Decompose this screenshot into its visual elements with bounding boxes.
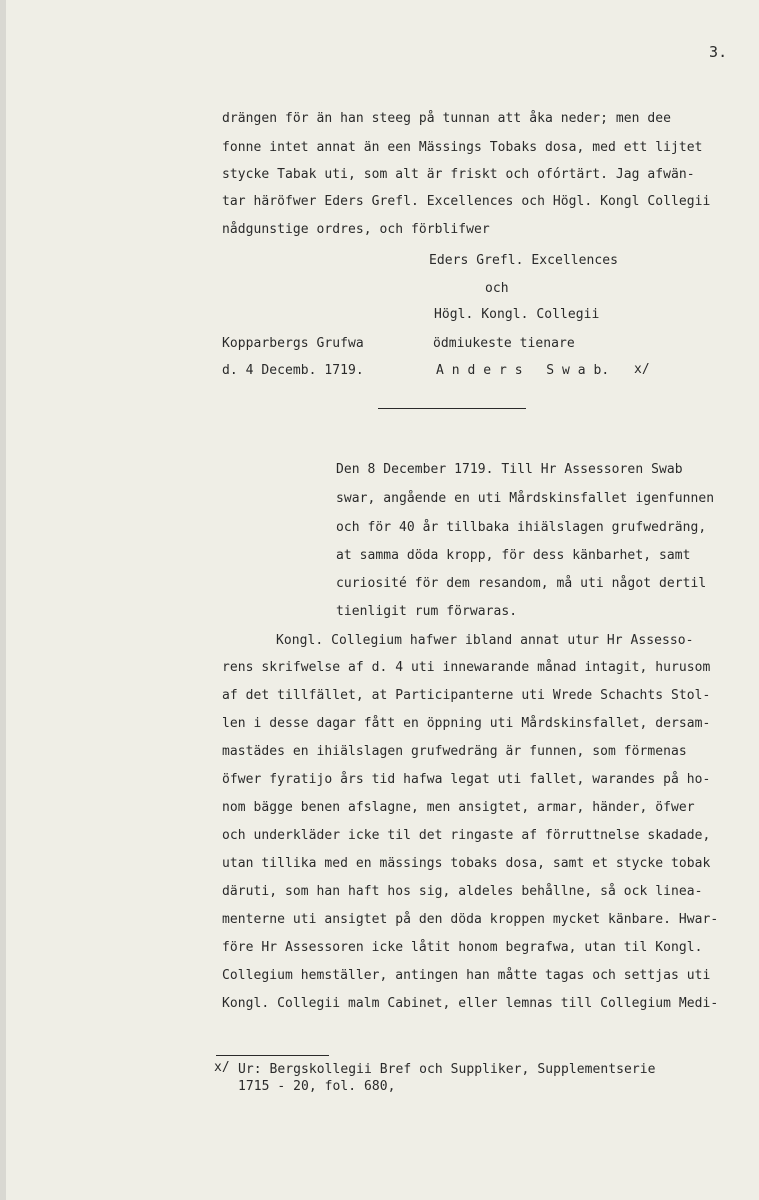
text-line: tar häröfwer Eders Grefl. Excellences och Högl. Kongl Collegii	[222, 194, 711, 209]
summary-line: at samma döda kropp, för dess känbarhet, samt	[336, 548, 691, 563]
footnote-line: Ur: Bergskollegii Bref och Suppliker, Supplementserie	[238, 1062, 656, 1077]
text-line: fonne intet annat än een Mässings Tobaks dosa, med ett lijtet	[222, 140, 703, 155]
closing-humble: ödmiukeste tienare	[433, 336, 575, 351]
text-line: stycke Tabak uti, som alt är friskt och ofόrtärt. Jag afwän-	[222, 167, 695, 182]
text-line: och underkläder icke til det ringaste af förruttnelse skadade,	[222, 828, 711, 843]
section-divider	[378, 408, 526, 409]
closing-conjunction: och	[485, 281, 509, 296]
text-line: len i desse dagar fått en öppning uti Mårdskinsfallet, dersam-	[222, 716, 711, 731]
text-line: Collegium hemställer, antingen han måtte tagas och settjas uti	[222, 968, 711, 983]
date: d. 4 Decemb. 1719.	[222, 363, 364, 378]
text-line: nom bägge benen afslagne, men ansigtet, armar, händer, öfwer	[222, 800, 695, 815]
text-line: drängen för än han steeg på tunnan att åka neder; men dee	[222, 111, 671, 126]
text-line: af det tillfället, at Participanterne uti Wrede Schachts Stol-	[222, 688, 711, 703]
text-line: öfwer fyratijo års tid hafwa legat uti fallet, warandes på ho-	[222, 772, 711, 787]
summary-line: Den 8 December 1719. Till Hr Assessoren Swab	[336, 462, 683, 477]
footnote-line: 1715 - 20, fol. 680,	[238, 1079, 396, 1094]
text-line: menterne uti ansigtet på den döda kroppen mycket känbare. Hwar-	[222, 912, 719, 927]
closing-recipient-1: Eders Grefl. Excellences	[429, 253, 619, 268]
summary-line: curiosité för dem resandom, må uti något dertil	[336, 576, 707, 591]
text-line: Kongl. Collegium hafwer ibland annat utur Hr Assesso-	[276, 633, 694, 648]
footnote-marker: x/	[634, 362, 650, 377]
place: Kopparbergs Grufwa	[222, 336, 364, 351]
text-line: nådgunstige ordres, och förblifwer	[222, 222, 490, 237]
page-number: 3.	[709, 43, 728, 61]
footnote-marker: x/	[214, 1060, 230, 1075]
text-line: före Hr Assessoren icke låtit honom begrafwa, utan til Kongl.	[222, 940, 703, 955]
summary-line: swar, angående en uti Mårdskinsfallet igenfunnen	[336, 491, 715, 506]
closing-recipient-2: Högl. Kongl. Collegii	[434, 307, 600, 322]
footnote-rule	[216, 1055, 329, 1056]
text-line: däruti, som han haft hos sig, aldeles behållne, så ock linea-	[222, 884, 703, 899]
text-line: Kongl. Collegii malm Cabinet, eller lemnas till Collegium Medi-	[222, 996, 719, 1011]
text-line: rens skrifwelse af d. 4 uti innewarande månad intagit, hurusom	[222, 660, 711, 675]
summary-line: tienligit rum förwaras.	[336, 604, 518, 619]
text-line: mastädes en ihiälslagen grufwedräng är funnen, som förmenas	[222, 744, 687, 759]
text-line: utan tillika med en mässings tobaks dosa, samt et stycke tobak	[222, 856, 711, 871]
signature: A n d e r s S w a b.	[436, 363, 610, 378]
summary-line: och för 40 år tillbaka ihiälslagen grufwedräng,	[336, 520, 707, 535]
